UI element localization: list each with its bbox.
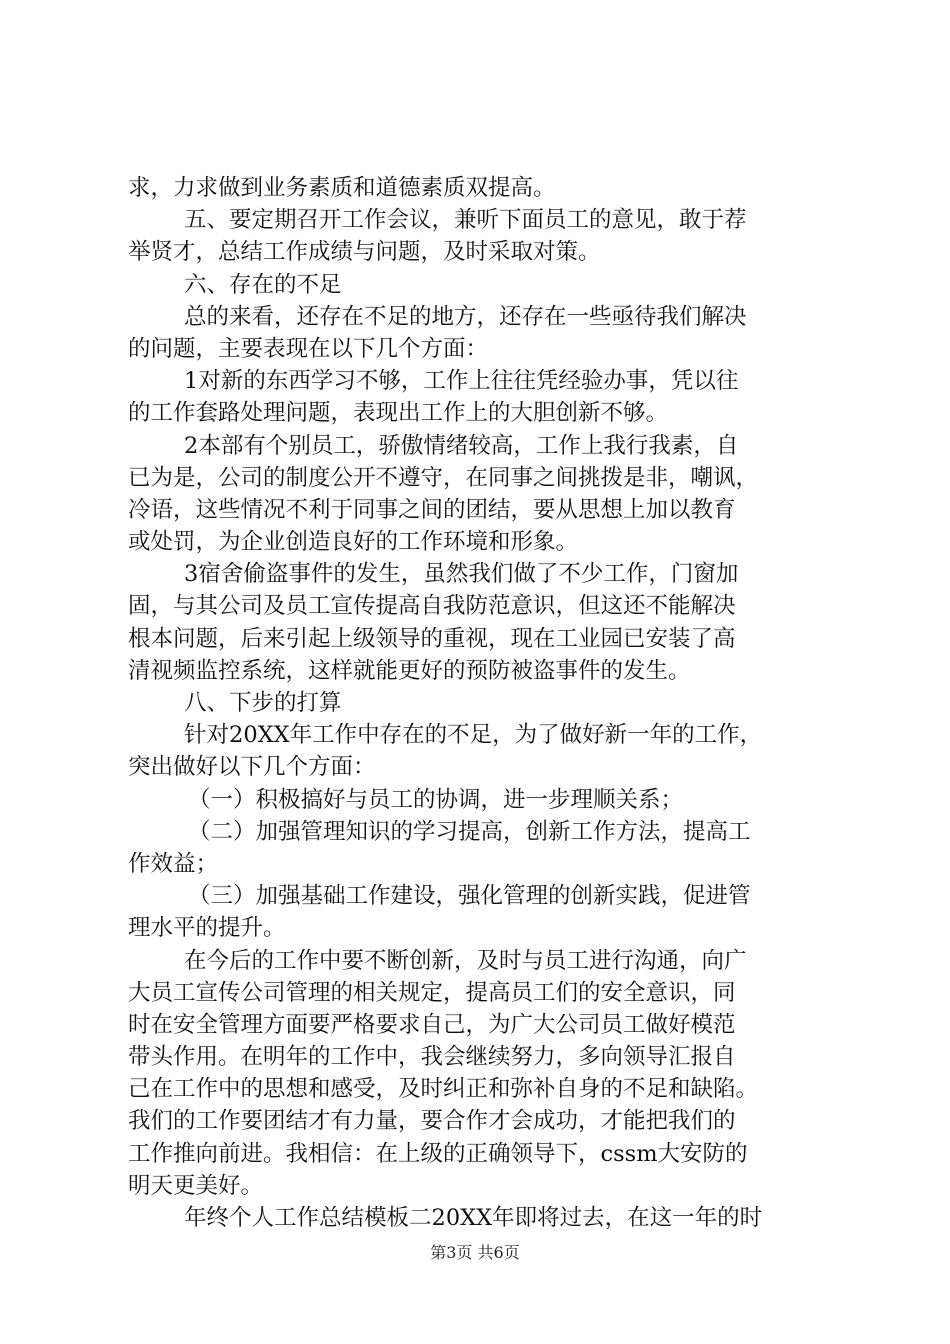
text-line: 己在工作中的思想和感受，及时纠正和弥补自身的不足和缺陷。 (128, 1076, 759, 1103)
text-line: 理水平的提升。 (128, 915, 286, 942)
text-line: 1对新的东西学习不够，工作上往往凭经验办事，凭以往 (184, 368, 739, 395)
text-line: 时在安全管理方面要严格要求自己，为广大公司员工做好模范 (128, 1011, 736, 1038)
text-line: 工作推向前进。我相信：在上级的正确领导下，cssm大安防的 (128, 1140, 748, 1167)
section-heading: 六、存在的不足 (184, 271, 342, 298)
text-line: 在今后的工作中要不断创新，及时与员工进行沟通，向广 (184, 947, 747, 974)
text-line: 已为是，公司的制度公开不遵守，在同事之间挑拨是非，嘲讽， (128, 464, 759, 491)
text-line: 求，力求做到业务素质和道德素质双提高。 (128, 175, 556, 201)
section-heading: 八、下步的打算 (184, 690, 342, 716)
text-line: 根本问题，后来引起上级领导的重视，现在工业园已安装了高 (128, 625, 736, 652)
document-body (128, 172, 848, 1234)
text-line: 大员工宣传公司管理的相关规定，提高员工们的安全意识，同 (128, 979, 736, 1006)
text-line: 清视频监控系统，这样就能更好的预防被盗事件的发生。 (128, 657, 691, 684)
text-line: 的问题，主要表现在以下几个方面： (128, 335, 489, 362)
text-line: 举贤才，总结工作成绩与问题，及时采取对策。 (128, 239, 601, 266)
text-line: 2本部有个别员工，骄傲情绪较高，工作上我行我素，自 (184, 432, 739, 459)
text-line: 明天更美好。 (128, 1172, 264, 1199)
text-line: 3宿舍偷盗事件的发生，虽然我们做了不少工作，门窗加 (184, 561, 739, 588)
text-line: （三）加强基础工作建设，强化管理的创新实践，促进管 (188, 883, 751, 910)
text-line: 固，与其公司及员工宣传提高自我防范意识，但这还不能解决 (128, 593, 736, 620)
text-line: 冷语，这些情况不利于同事之间的团结，要从思想上加以教育 (128, 496, 736, 523)
text-line: 作效益； (128, 850, 219, 877)
text-line: （一）积极搞好与员工的协调，进一步理顺关系； (188, 786, 684, 813)
text-line: （二）加强管理知识的学习提高，创新工作方法，提高工 (188, 818, 751, 845)
page-footer: 第3页 共6页 (430, 1243, 520, 1262)
text-line: 我们的工作要团结才有力量，要合作才会成功，才能把我们的 (128, 1108, 736, 1135)
text-line: 针对20XX年工作中存在的不足，为了做好新一年的工作， (184, 722, 763, 749)
text-line: 五、要定期召开工作会议，兼听下面员工的意见，敢于荐 (184, 207, 747, 234)
text-line: 总的来看，还存在不足的地方，还存在一些亟待我们解决 (184, 303, 747, 330)
text-line: 突出做好以下几个方面： (128, 754, 376, 781)
text-line: 的工作套路处理问题，表现出工作上的大胆创新不够。 (128, 400, 669, 427)
text-line: 或处罚，为企业创造良好的工作环境和形象。 (128, 529, 579, 556)
text-line: 年终个人工作总结模板二20XX年即将过去，在这一年的时 (184, 1205, 763, 1231)
text-line: 带头作用。在明年的工作中，我会继续努力，多向领导汇报自 (128, 1044, 736, 1071)
